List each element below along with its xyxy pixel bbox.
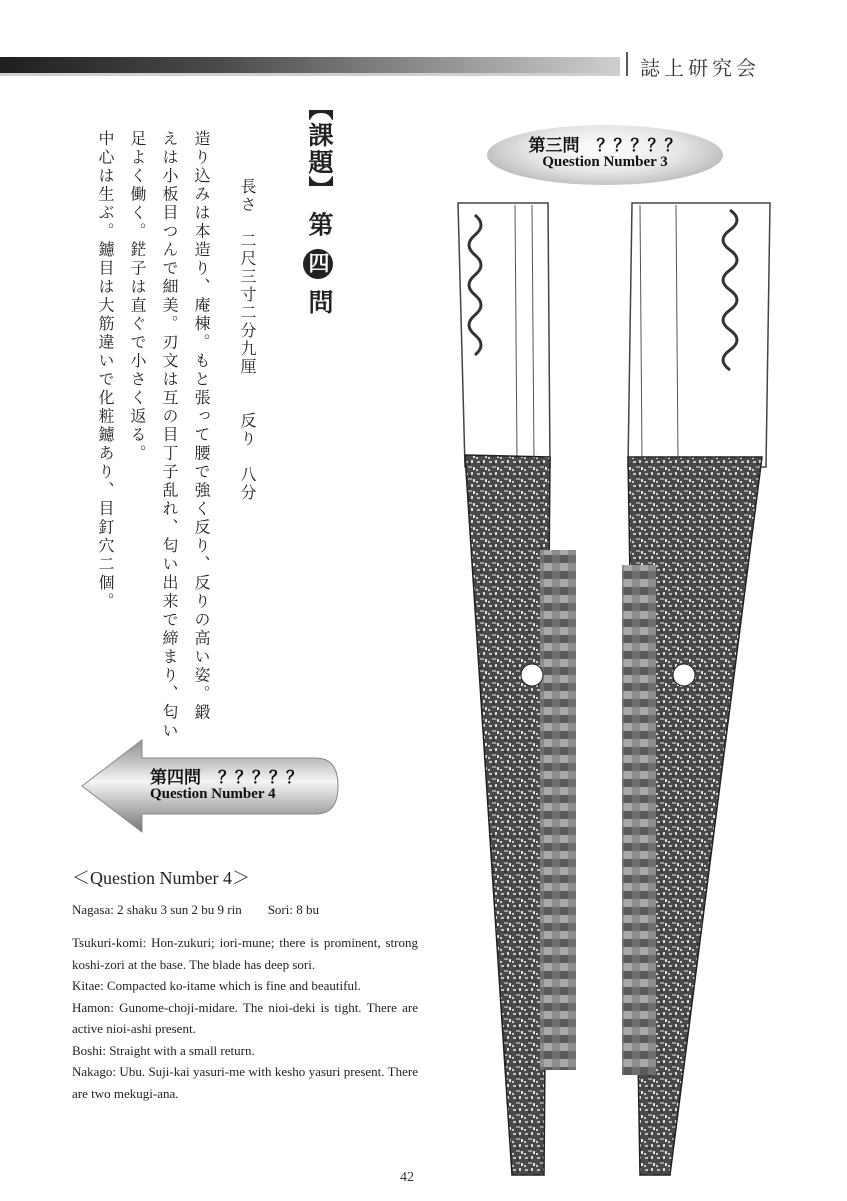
- page-number: 42: [400, 1170, 414, 1185]
- title-bracket-label: 【課題】: [305, 95, 332, 203]
- title-mon: 問: [305, 288, 332, 316]
- description-line: えは小板目つんで細美。刃文は互の目丁子乱れ、匂い出来で締まり、匂い: [160, 130, 177, 741]
- description-line: 足よく働く。鋩子は直ぐで小さく返る。: [128, 130, 145, 463]
- header-bar: [0, 57, 620, 73]
- title-dai: 第: [305, 211, 332, 239]
- question-3-label: [487, 125, 723, 185]
- english-heading: ＜Question Number 4＞: [72, 868, 250, 888]
- question-3-label-english: Question Number 3: [542, 154, 668, 170]
- description-line: 中心は生ぶ。鑢目は大筋違いで化粧鑢あり、目釘穴二個。: [96, 130, 113, 611]
- english-description: [72, 932, 418, 1104]
- header-bar-shadow: [0, 73, 620, 76]
- question-3-label-japanese: 第三問 ？？？？？: [528, 136, 682, 155]
- english-paragraph: Hamon: Gunome-choji-midare. The nioi-deki is tight. There are active nioi-ashi present.: [72, 999, 418, 1036]
- sword-left-blade: [458, 203, 550, 467]
- header-divider: [626, 52, 628, 76]
- question-title-vertical: [300, 95, 336, 316]
- english-paragraph: Kitae: Compacted ko-itame which is fine and beautiful.: [72, 978, 361, 993]
- sword-left-nakago: [465, 455, 550, 1175]
- english-paragraph: Nakago: Ubu. Suji-kai yasuri-me with kesho yasuri present. There are two mekugi-ana.: [72, 1064, 418, 1101]
- sword-right-blade: [628, 203, 770, 467]
- english-sori: Sori: 8 bu: [267, 902, 319, 917]
- question-4-label-english: Question Number 4: [150, 786, 276, 802]
- mosaic-block-left: [540, 550, 576, 1070]
- mekugi-ana-left: [521, 664, 543, 686]
- english-paragraph: Boshi: Straight with a small return.: [72, 1042, 255, 1058]
- english-nagasa-line: [72, 902, 319, 918]
- mekugi-ana-right: [673, 664, 695, 686]
- description-vertical: [90, 130, 212, 741]
- sword-oshigata-photo: [440, 195, 780, 1180]
- mosaic-block-right: [622, 565, 656, 1075]
- english-nagasa: Nagasa: 2 shaku 3 sun 2 bu 9 rin: [72, 902, 242, 917]
- description-line: 造り込みは本造り、庵棟。もと張って腰で強く反り、反りの高い姿。鍛: [192, 130, 209, 722]
- header-title: 誌上研究会: [640, 58, 760, 80]
- english-paragraph: Tsukuri-komi: Hon-zukuri; iori-mune; there is prominent, strong koshi-zori at the base. The blade has deep sori.: [72, 935, 418, 972]
- nagasa-vertical: 長さ 二尺三寸二分九厘 反り 八分: [238, 178, 255, 502]
- title-number-circle: 四: [303, 249, 333, 279]
- question-4-label-japanese: 第四問 ？？？？？: [150, 768, 303, 787]
